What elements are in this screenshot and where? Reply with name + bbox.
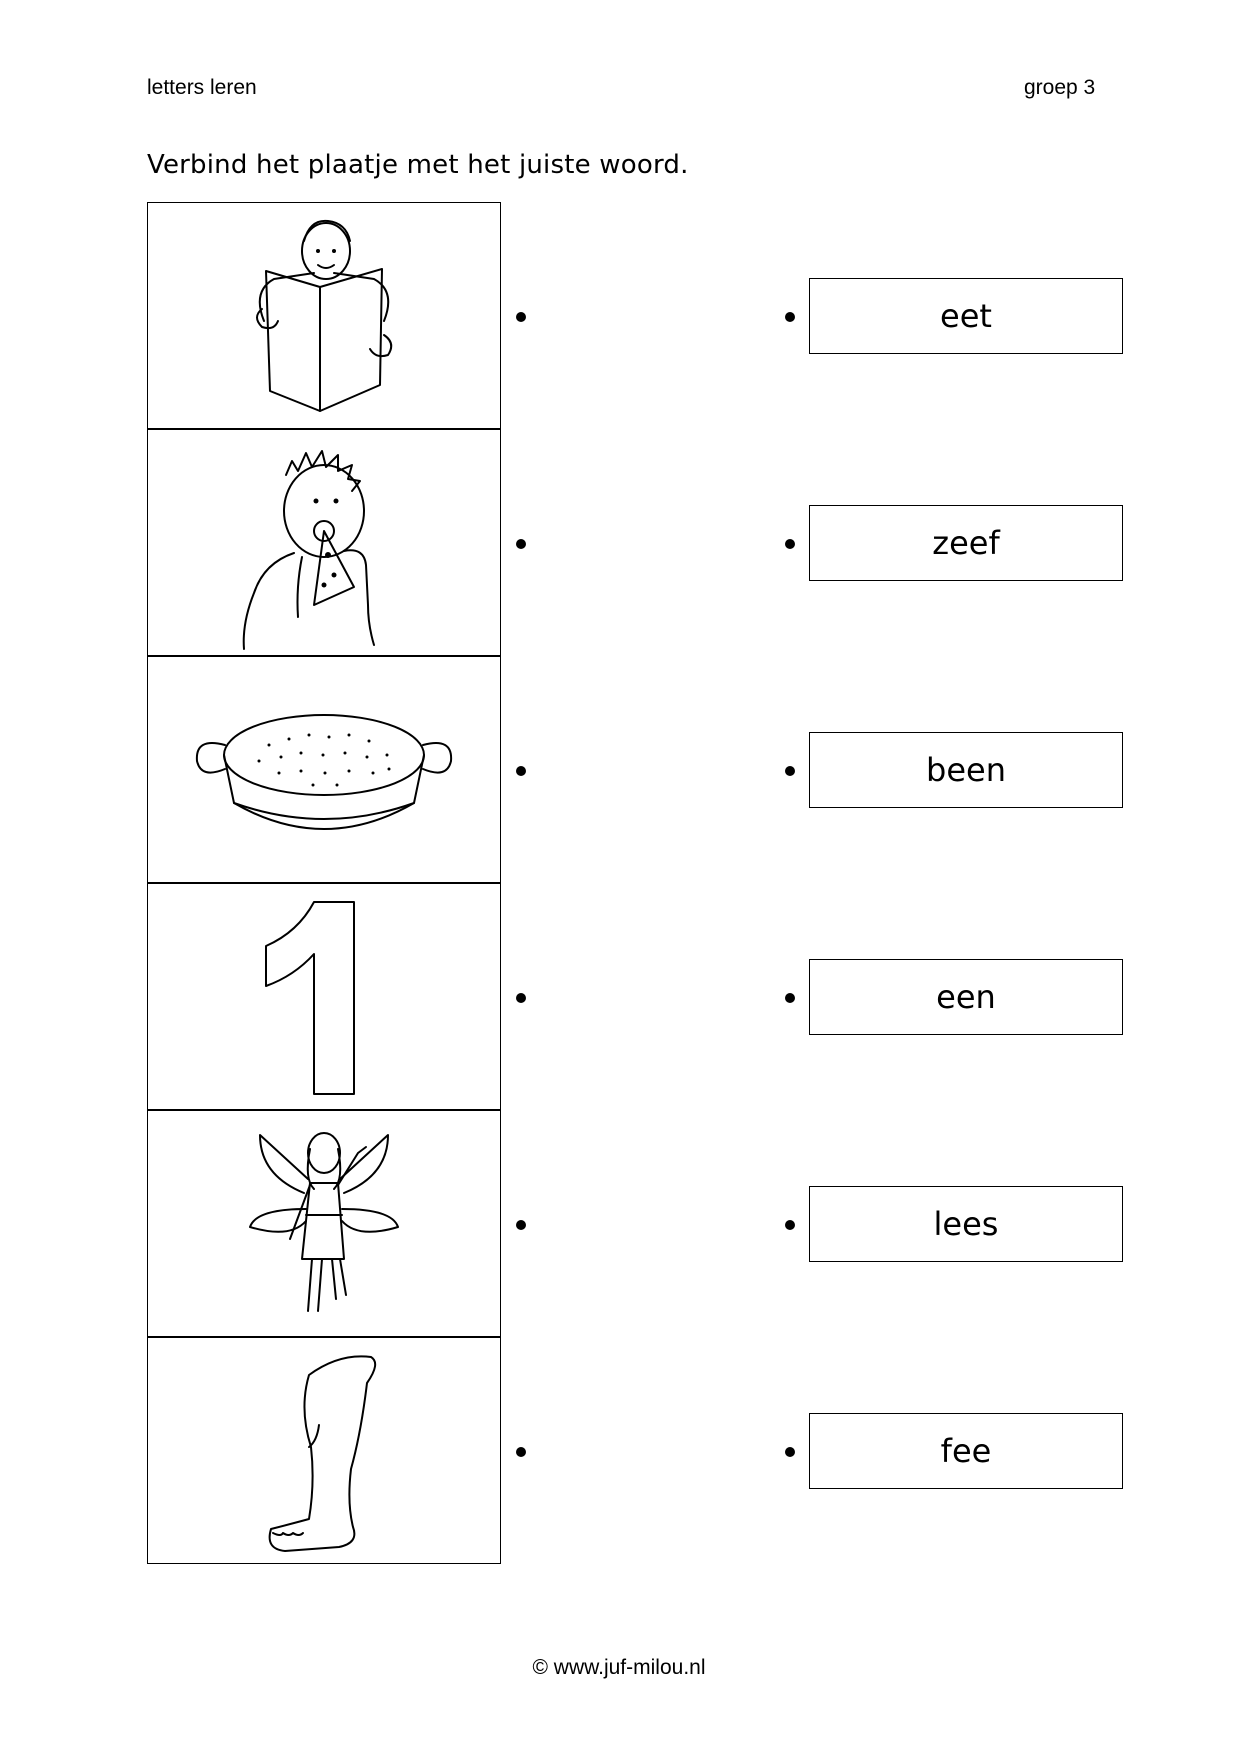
- word-box-2: zeef: [809, 505, 1123, 581]
- picture-cell-2: [147, 429, 501, 656]
- picture-cell-4: [147, 883, 501, 1110]
- picture-dot-3[interactable]: [516, 766, 526, 776]
- sieve-icon: [189, 685, 459, 855]
- word-dot-5[interactable]: [785, 1220, 795, 1230]
- picture-cell-5: [147, 1110, 501, 1337]
- word-dot-3[interactable]: [785, 766, 795, 776]
- word-dot-2[interactable]: [785, 539, 795, 549]
- word-box-4: een: [809, 959, 1123, 1035]
- eating-boy-icon: [224, 435, 424, 650]
- header-right: groep 3: [1024, 76, 1096, 99]
- picture-cell-3: [147, 656, 501, 883]
- word-dot-4[interactable]: [785, 993, 795, 1003]
- picture-cell-1: [147, 202, 501, 429]
- header-left: letters leren: [147, 76, 257, 99]
- number-one-icon: [254, 892, 394, 1102]
- word-box-1: eet: [809, 278, 1123, 354]
- leg-icon: [249, 1343, 399, 1558]
- footer: [0, 1656, 1240, 1680]
- picture-dot-5[interactable]: [516, 1220, 526, 1230]
- word-dot-1[interactable]: [785, 312, 795, 322]
- word-dot-6[interactable]: [785, 1447, 795, 1457]
- picture-dot-2[interactable]: [516, 539, 526, 549]
- word-box-3: been: [809, 732, 1123, 808]
- reading-person-icon: [224, 211, 424, 421]
- instruction: Verbind het plaatje met het juiste woord.: [147, 150, 689, 180]
- fairy-icon: [244, 1119, 404, 1329]
- picture-dot-1[interactable]: [516, 312, 526, 322]
- picture-dot-6[interactable]: [516, 1447, 526, 1457]
- word-box-6: fee: [809, 1413, 1123, 1489]
- picture-dot-4[interactable]: [516, 993, 526, 1003]
- footer-text[interactable]: © www.juf-milou.nl: [532, 1656, 706, 1679]
- picture-cell-6: [147, 1337, 501, 1564]
- word-box-5: lees: [809, 1186, 1123, 1262]
